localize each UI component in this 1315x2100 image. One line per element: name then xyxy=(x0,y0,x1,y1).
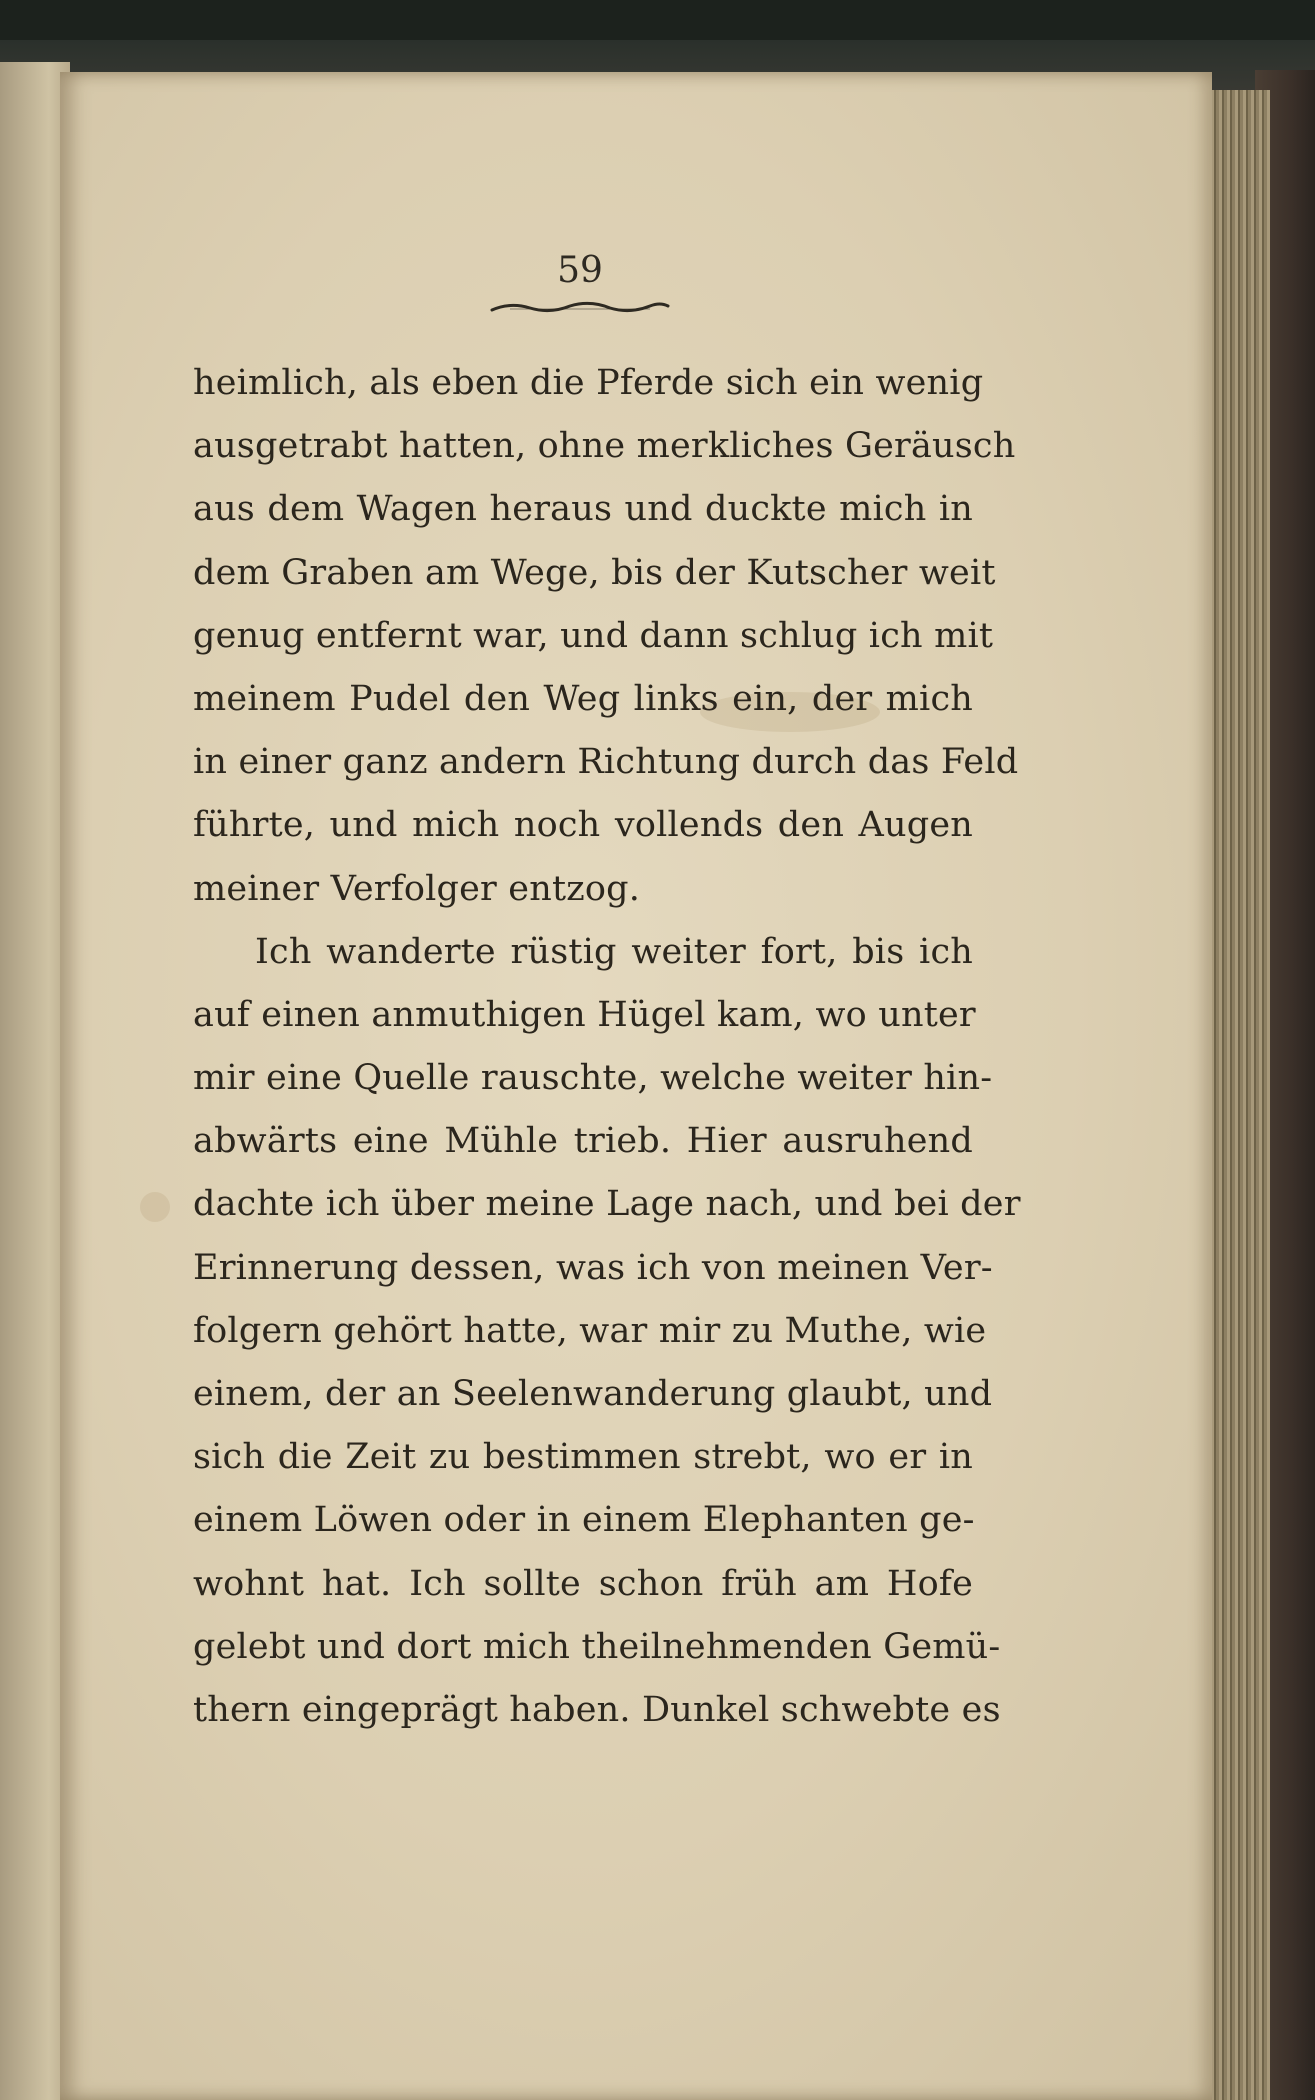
text-line: gelebt und dort mich theilnehmenden Gemü- xyxy=(193,1626,1001,1667)
text-line: meiner Verfolger entzog. xyxy=(193,868,641,909)
text-line: dem Graben am Wege, bis der Kutscher weit xyxy=(193,552,996,593)
text-line: mir eine Quelle rauschte, welche weiter hin- xyxy=(193,1058,993,1099)
ornament-rule xyxy=(490,298,670,318)
page-number: 59 xyxy=(557,250,603,291)
text-line: abwärts eine Mühle trieb. Hier ausruhend xyxy=(193,1121,973,1162)
text-line: wohnt hat. Ich sollte schon früh am Hofe xyxy=(193,1563,973,1604)
text-line: Ich wanderte rüstig weiter fort, bis ich xyxy=(255,931,973,972)
text-line: einem Löwen oder in einem Elephanten ge- xyxy=(193,1500,975,1541)
text-line: sich die Zeit zu bestimmen strebt, wo er in xyxy=(193,1437,973,1478)
text-line: thern eingeprägt haben. Dunkel schwebte es xyxy=(193,1689,1001,1730)
page-block-fore-edge xyxy=(1208,90,1270,2100)
text-line: in einer ganz andern Richtung durch das Feld xyxy=(193,742,1019,783)
text-line: Erinnerung dessen, was ich von meinen Ver- xyxy=(193,1247,993,1288)
text-line: aus dem Wagen heraus und duckte mich in xyxy=(193,489,973,530)
text-line: einem, der an Seelenwanderung glaubt, und xyxy=(193,1374,993,1414)
text-line: ausgetrabt hatten, ohne merkliches Geräusch xyxy=(193,426,1016,467)
text-line: genug entfernt war, und dann schlug ich mit xyxy=(193,615,994,656)
text-line: heimlich, als eben die Pferde sich ein wenig xyxy=(193,363,984,403)
text-line: führte, und mich noch vollends den Augen xyxy=(193,805,973,846)
text-line: folgern gehört hatte, war mir zu Muthe, wie xyxy=(193,1310,987,1351)
text-line: auf einen anmuthigen Hügel kam, wo unter xyxy=(193,994,976,1035)
text-line: dachte ich über meine Lage nach, und bei der xyxy=(193,1184,1021,1225)
page-body-text xyxy=(193,352,1021,1742)
paper-stain xyxy=(140,1192,170,1222)
text-line: meinem Pudel den Weg links ein, der mich xyxy=(193,678,973,719)
